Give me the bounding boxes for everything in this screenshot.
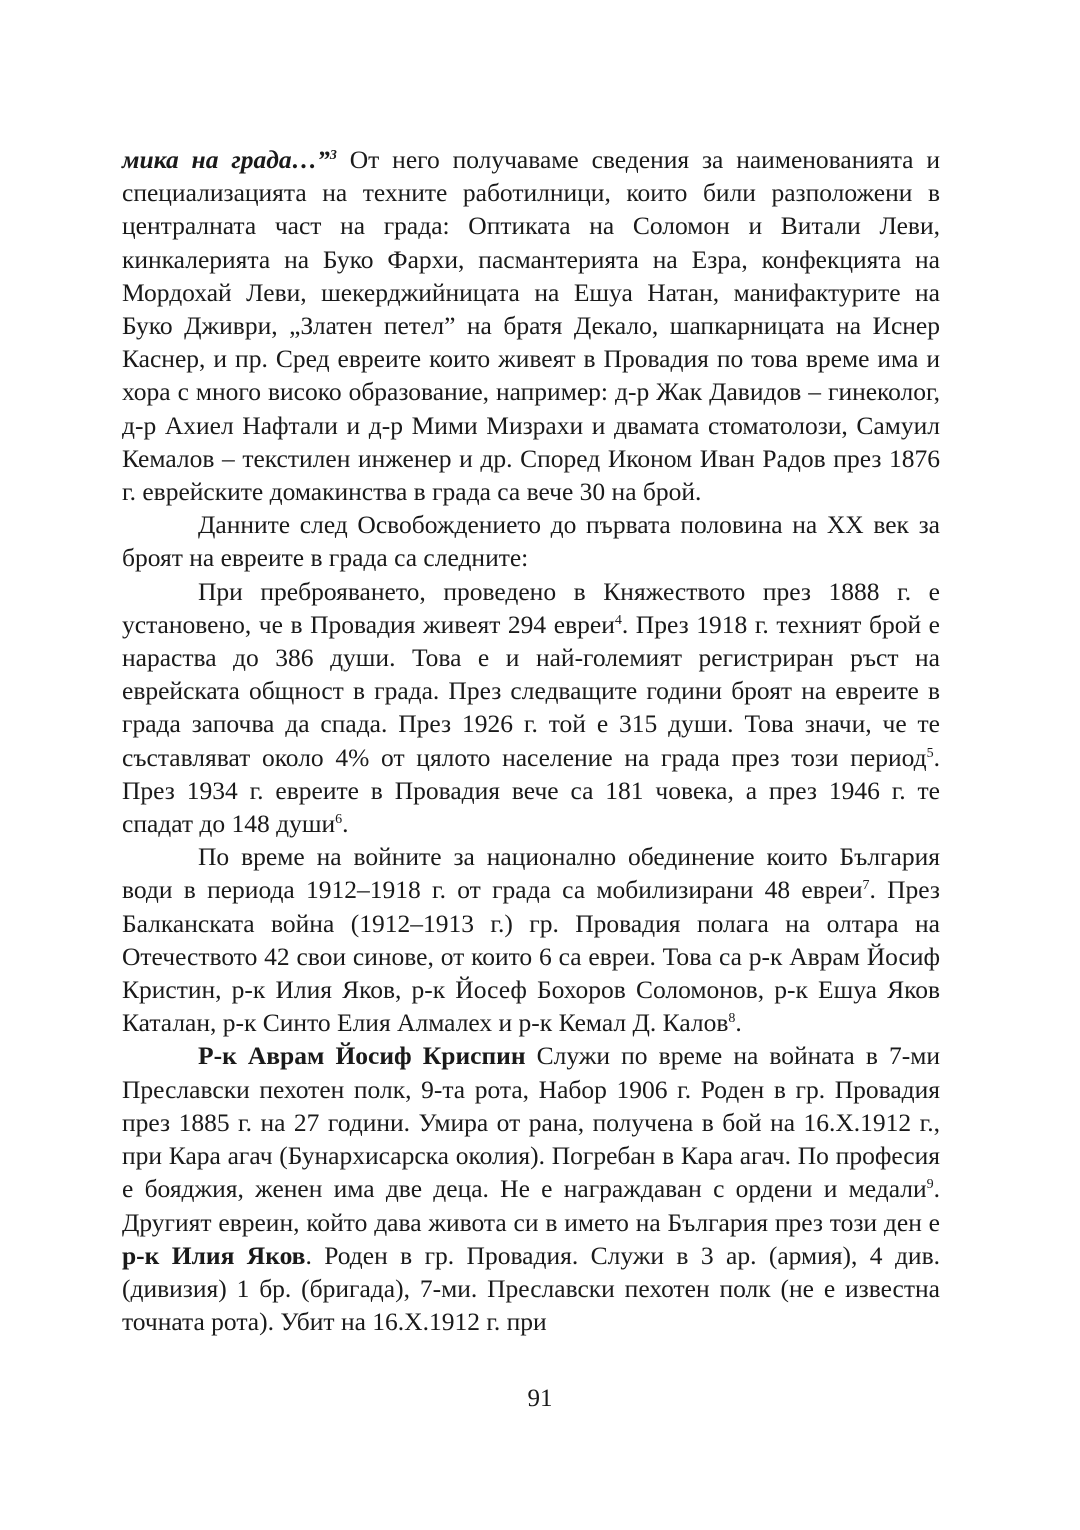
footnote-ref-3[interactable]: 3 bbox=[329, 148, 337, 163]
quote-fragment: мика на града…” bbox=[122, 145, 330, 174]
paragraph-1 bbox=[122, 143, 940, 508]
paragraph-text: . Роден в гр. Провадия. Служи в 3 ар. (армия), 4 див. (дивизия) 1 бр. (бригада), 7-ми. Преславски пехотен полк (не е известна точната рота). Убит на 16.X.1912 г. при bbox=[122, 1240, 940, 1337]
paragraph-5 bbox=[122, 1039, 940, 1338]
footnote-ref-8[interactable]: 8 bbox=[728, 1011, 736, 1027]
paragraph-text: . През Балканската война (1912–1913 г.) гр. Провадия полага на олтара на Отечеството 42 свои синове, от които 6 са евреи. Това са р-к Аврам Йосиф Кристин, р-к Илия Яков, р-к Йосеф Бохоров Соломонов, р-к Ешуа Яков Каталан, р-к Синто Елия Алмалех и р-к Кемал Д. Калов bbox=[122, 875, 940, 1038]
paragraph-text: По време на войните за национално обединение които България води в периода 1912–1918 г. от града са мобилизирани 48 евреи bbox=[122, 842, 940, 905]
paragraph-text: От него получаваме сведения за наименованията и специализацията на техните работилници, които били разположени в централната част на града: Оптиката на Соломон и Витали Леви, кинкалерията на Буко Фархи, пасмантерията на Езра, конфекцията на Мордохай Леви, шекерджийницата на Ешуа Натан, манифактурите на Буко Дживри, „Златен петел” на братя Декало, шапкарницата на Иснер Каснер, и пр. Сред евреите които живеят в Провадия по това време има и хора с много високо образование, например: д-р Жак Давидов – гинеколог, д-р Ахиел Нафтали и д-р Мими Мизрахи и двамата стоматолози, Самуил Кемалов – текстилен инженер и др. Според Иконом Иван Радов през 1876 г. еврейските домакинства в града са вече 30 на брой. bbox=[122, 145, 940, 507]
person-name-heading: Р-к Аврам Йосиф Криспин bbox=[198, 1041, 526, 1071]
page-number: 91 bbox=[527, 1385, 553, 1412]
page-body bbox=[122, 143, 940, 1338]
paragraph-text: . bbox=[342, 809, 349, 839]
paragraph-text: . През 1934 г. евреите в Провадия вече са 181 човека, а през 1946 г. те спадат до 148 души bbox=[122, 742, 940, 839]
paragraph-4 bbox=[122, 840, 940, 1039]
person-name-inline: р-к Илия Яков bbox=[122, 1240, 306, 1270]
paragraph-2 bbox=[122, 508, 940, 574]
paragraph-text: . През 1918 г. техният брой е нараства до 386 души. Това е и най-големият регистриран ръст на еврейската общност в града. През следващите години броят на евреите в града започва да спада. През 1926 г. той е 315 души. Това значи, че те съставляват около 4% от цялото население на града през този период bbox=[122, 609, 941, 772]
footnote-ref-4[interactable]: 4 bbox=[614, 612, 622, 628]
footnote-ref-5[interactable]: 5 bbox=[926, 745, 934, 761]
paragraph-text: Служи по време на войната в 7-ми Преславски пехотен полк, 9-та рота, Набор 1906 г. Роден в гр. Провадия през 1885 г. на 27 години. Умира от рана, получена в бой на 16.X.1912 г., при Кара агач (Бунархисарска околия). Погребан в Кара агач. По професия е бояджия, женен има две деца. Не е награждаван с ордени и медали bbox=[122, 1041, 940, 1204]
paragraph-text: При преброяването, проведено в Княжеството през 1888 г. е установено, че в Провадия живеят 294 евреи bbox=[122, 576, 940, 639]
footnote-ref-6[interactable]: 6 bbox=[335, 812, 343, 828]
paragraph-3 bbox=[122, 575, 940, 841]
footnote-ref-7[interactable]: 7 bbox=[862, 878, 870, 894]
paragraph-text: . bbox=[735, 1008, 742, 1038]
paragraph-text: . Другият евреин, който дава живота си в името на България през този ден е bbox=[122, 1174, 940, 1237]
footnote-ref-9[interactable]: 9 bbox=[926, 1177, 934, 1193]
paragraph-text: Данните след Освобождението до първата половина на XX век за броят на евреите в града са следните: bbox=[122, 510, 940, 573]
